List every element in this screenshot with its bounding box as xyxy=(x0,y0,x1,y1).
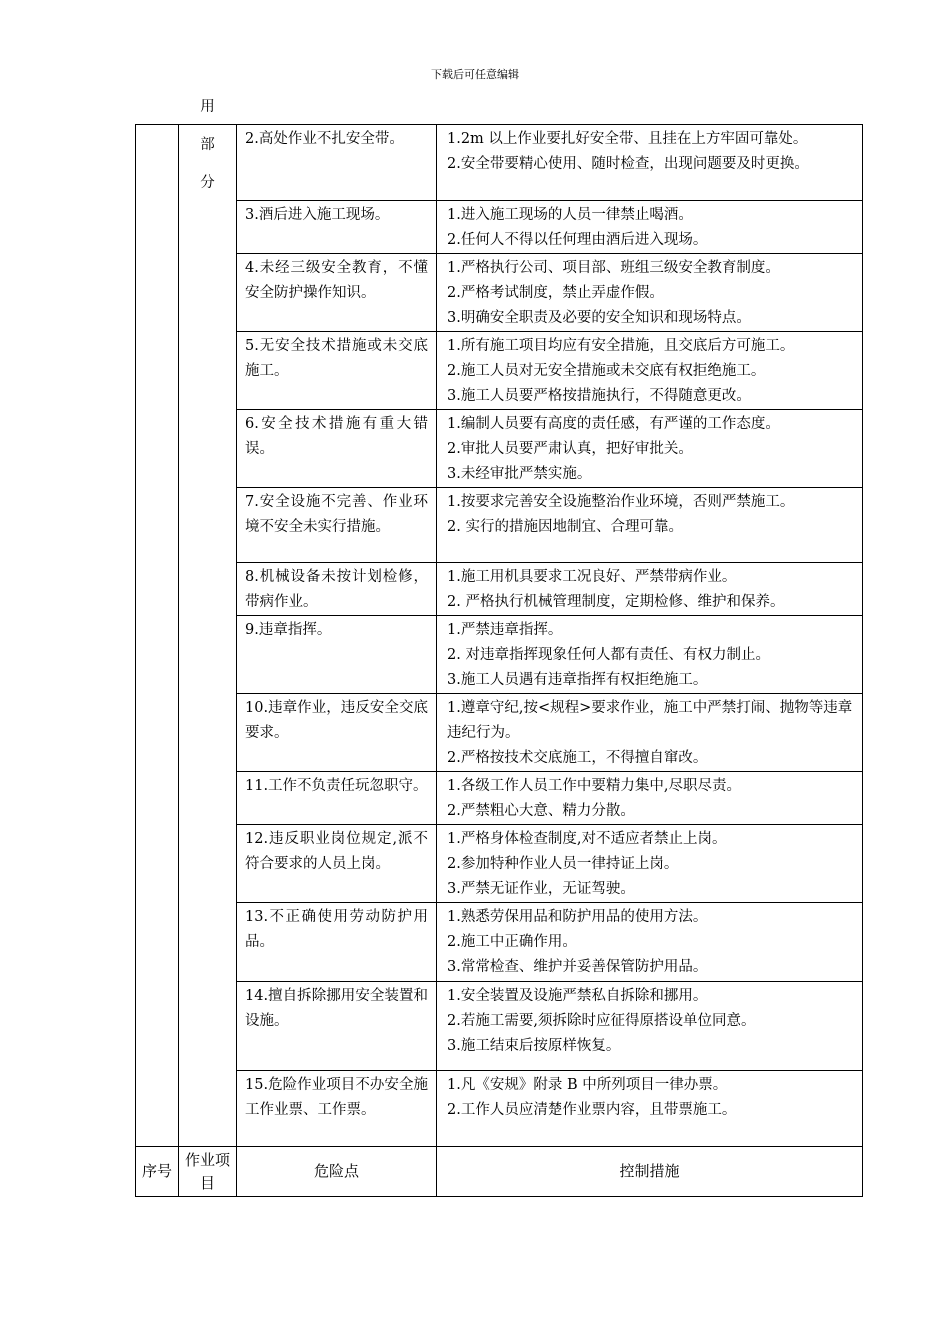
table-row xyxy=(136,1071,863,1147)
table-row xyxy=(136,488,863,563)
hazard-cell xyxy=(237,254,437,332)
hazard-cell xyxy=(237,201,437,254)
hazard-text: 8.机械设备未按计划检修，带病作业。 xyxy=(245,569,428,610)
measure-item: 2.施工人员对无安全措施或未交底有权拒绝施工。 xyxy=(447,363,766,379)
measure-item: 3.严禁无证作业，无证驾驶。 xyxy=(447,881,635,897)
hazard-cell xyxy=(237,825,437,903)
hazard-cell xyxy=(237,982,437,1071)
measure-item: 1.2m 以上作业要扎好安全带、且挂在上方牢固可靠处。 xyxy=(447,131,808,147)
measure-item: 3.未经审批严禁实施。 xyxy=(447,466,592,482)
section-label-cell xyxy=(179,99,237,1147)
measures-cell xyxy=(437,125,863,201)
hazard-cell xyxy=(237,772,437,825)
measure-item: 3.明确安全职责及必要的安全知识和现场特点。 xyxy=(447,310,751,326)
measure-item: 2.任何人不得以任何理由酒后进入现场。 xyxy=(447,232,708,248)
measure-item: 1.各级工作人员工作中要精力集中,尽职尽责。 xyxy=(447,778,741,794)
hazard-cell xyxy=(237,410,437,488)
table-row xyxy=(136,254,863,332)
hazard-text: 7.安全设施不完善、作业环境不安全未实行措施。 xyxy=(245,494,428,535)
measure-item: 2.安全带要精心使用、随时检查，出现问题要及时更换。 xyxy=(447,156,809,172)
table-row xyxy=(136,201,863,254)
hazard-cell xyxy=(237,1071,437,1147)
hazard-text: 14.擅自拆除挪用安全装置和设施。 xyxy=(245,988,428,1029)
measure-item: 1.所有施工项目均应有安全措施，且交底后方可施工。 xyxy=(447,338,795,354)
measure-item: 2. 严格执行机械管理制度，定期检修、维护和保养。 xyxy=(447,594,785,610)
measures-cell xyxy=(437,772,863,825)
hazard-cell xyxy=(237,903,437,982)
measure-item: 1.严格执行公司、项目部、班组三级安全教育制度。 xyxy=(447,260,780,276)
hazard-text: 11.工作不负责任玩忽职守。 xyxy=(245,778,428,794)
measure-item: 2.施工中正确作用。 xyxy=(447,934,577,950)
table-row xyxy=(136,125,863,201)
measures-cell xyxy=(437,563,863,616)
measures-cell xyxy=(437,1071,863,1147)
table-row xyxy=(136,825,863,903)
measure-item: 1.施工用机具要求工况良好、严禁带病作业。 xyxy=(447,569,737,585)
measure-item: 1.安全装置及设施严禁私自拆除和挪用。 xyxy=(447,988,708,1004)
measures-cell xyxy=(437,254,863,332)
hazard-cell xyxy=(237,488,437,563)
measures-cell xyxy=(437,332,863,410)
seq-cell xyxy=(136,125,179,1147)
table-row xyxy=(136,332,863,410)
measure-item: 3.常常检查、维护并妥善保管防护用品。 xyxy=(447,959,708,975)
hazard-cell xyxy=(237,563,437,616)
hazard-text: 3.酒后进入施工现场。 xyxy=(245,207,390,223)
measure-item: 2. 对违章指挥现象任何人都有责任、有权力制止。 xyxy=(447,647,770,663)
hazard-text: 2.高处作业不扎安全带。 xyxy=(245,131,404,147)
table-row xyxy=(136,410,863,488)
measure-item: 1.遵章守纪,按<规程>要求作业，施工中严禁打闹、抛物等违章违纪行为。 xyxy=(447,700,853,741)
hazard-cell xyxy=(237,125,437,201)
hazard-cell xyxy=(237,616,437,694)
table-row xyxy=(136,563,863,616)
table-row xyxy=(136,616,863,694)
measure-item: 1.按要求完善安全设施整治作业环境，否则严禁施工。 xyxy=(447,494,795,510)
page-header: 下载后可任意编辑 xyxy=(431,68,519,81)
hazard-text: 15.危险作业项目不办安全施工作业票、工作票。 xyxy=(245,1077,428,1118)
measure-item: 1.编制人员要有高度的责任感，有严谨的工作态度。 xyxy=(447,416,780,432)
hazard-cell xyxy=(237,332,437,410)
hazard-text: 10.违章作业，违反安全交底要求。 xyxy=(245,700,428,741)
measures-cell xyxy=(437,616,863,694)
hazard-text: 5.无安全技术措施或未交底施工。 xyxy=(245,338,428,379)
measure-item: 2.工作人员应清楚作业票内容，且带票施工。 xyxy=(447,1102,737,1118)
hazard-control-table xyxy=(135,99,863,1197)
hazard-text: 6.安全技术措施有重大错误。 xyxy=(245,416,428,457)
hazard-text: 13.不正确使用劳动防护用品。 xyxy=(245,909,428,950)
measure-item: 1.熟悉劳保用品和防护用品的使用方法。 xyxy=(447,909,708,925)
section-label-char: 用 xyxy=(200,99,215,115)
section-label-char: 分 xyxy=(200,175,215,191)
measure-item: 2.严禁粗心大意、精力分散。 xyxy=(447,803,635,819)
measures-cell xyxy=(437,488,863,563)
measure-item: 2.审批人员要严肃认真，把好审批关。 xyxy=(447,441,693,457)
measure-item: 2.若施工需要,须拆除时应征得原搭设单位同意。 xyxy=(447,1013,756,1029)
header-control: 控制措施 xyxy=(437,1147,863,1197)
header-item: 作业项目 xyxy=(179,1147,237,1197)
hazard-text: 9.违章指挥。 xyxy=(245,622,332,638)
table-row xyxy=(136,903,863,982)
measure-item: 3.施工人员遇有违章指挥有权拒绝施工。 xyxy=(447,672,708,688)
measures-cell xyxy=(437,410,863,488)
hazard-cell xyxy=(237,694,437,772)
measures-cell xyxy=(437,903,863,982)
measure-item: 3.施工人员要严格按措施执行，不得随意更改。 xyxy=(447,388,751,404)
table-row xyxy=(136,772,863,825)
measures-cell xyxy=(437,201,863,254)
measure-item: 1.进入施工现场的人员一律禁止喝酒。 xyxy=(447,207,693,223)
measures-cell xyxy=(437,982,863,1071)
measure-item: 2.参加特种作业人员一律持证上岗。 xyxy=(447,856,679,872)
measure-item: 1.严格身体检查制度,对不适应者禁止上岗。 xyxy=(447,831,727,847)
hazard-text: 12.违反职业岗位规定,派不符合要求的人员上岗。 xyxy=(245,831,428,872)
measures-cell xyxy=(437,694,863,772)
measure-item: 1.凡《安规》附录 B 中所列项目一律办票。 xyxy=(447,1077,728,1093)
section-label-char: 部 xyxy=(200,137,215,153)
measures-cell xyxy=(437,825,863,903)
header-seq: 序号 xyxy=(136,1147,179,1197)
header-hazard: 危险点 xyxy=(237,1147,437,1197)
measure-item: 2.严格按技术交底施工，不得擅自窜改。 xyxy=(447,750,708,766)
measure-item: 3.施工结束后按原样恢复。 xyxy=(447,1038,621,1054)
measure-item: 1.严禁违章指挥。 xyxy=(447,622,563,638)
table-row xyxy=(136,694,863,772)
table-row xyxy=(136,982,863,1071)
hazard-text: 4.未经三级安全教育，不懂安全防护操作知识。 xyxy=(245,260,428,301)
measure-item: 2. 实行的措施因地制宜、合理可靠。 xyxy=(447,519,683,535)
table-footer-header-row xyxy=(136,1147,863,1197)
measure-item: 2.严格考试制度，禁止弄虚作假。 xyxy=(447,285,664,301)
